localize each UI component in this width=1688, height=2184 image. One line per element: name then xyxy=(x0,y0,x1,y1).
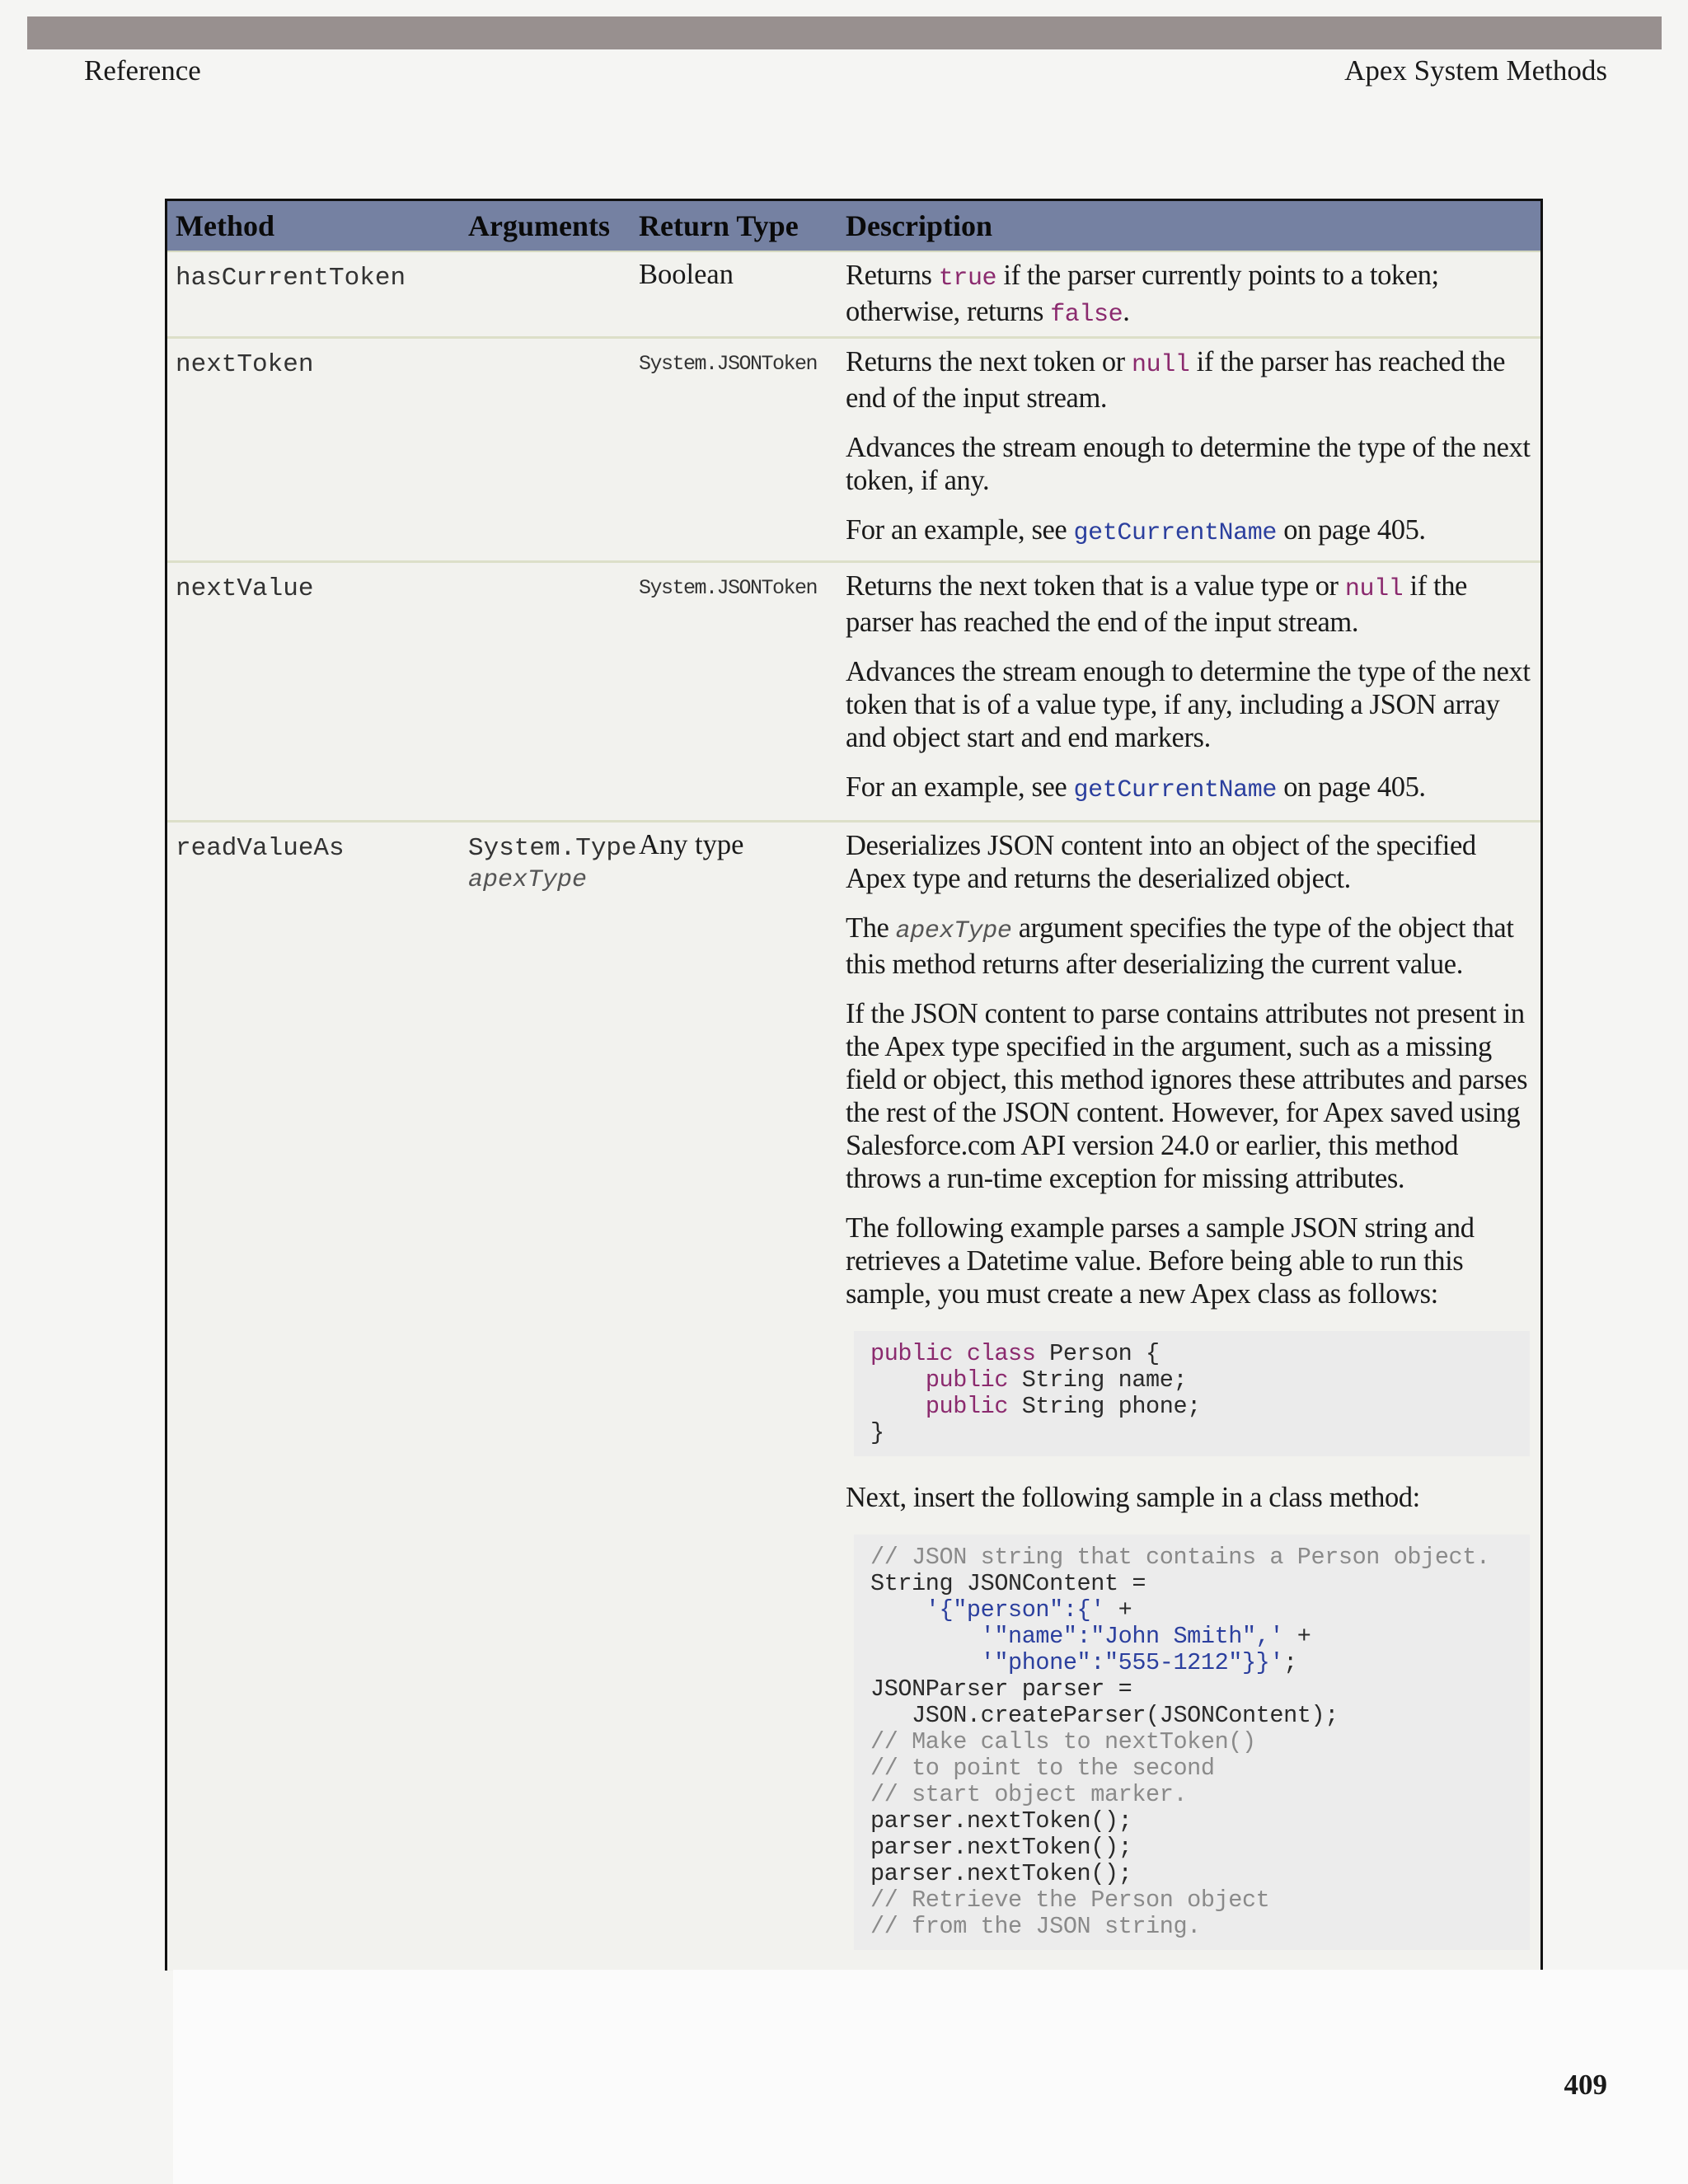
link-getcurrentname[interactable]: getCurrentName xyxy=(1073,519,1277,547)
table-row xyxy=(167,823,1540,1971)
page-bottom-area xyxy=(173,1970,1688,2184)
table-header xyxy=(167,201,1540,252)
link-getcurrentname[interactable]: getCurrentName xyxy=(1073,776,1277,804)
top-bar xyxy=(27,16,1662,49)
return-type: Boolean xyxy=(639,259,734,290)
description: Returns true if the parser currently points to a token; otherwise, returns false. xyxy=(846,260,1439,329)
method-name: nextValue xyxy=(176,574,314,603)
methods-table xyxy=(165,199,1543,1971)
col-return-type: Return Type xyxy=(639,209,799,242)
page-number: 409 xyxy=(1564,2069,1607,2101)
description: Returns the next token or null if the parser has reached the end of the input stream. Advances the stream enough to determine the type of the next token, if any. For an example, see getCurrentName on page 405. xyxy=(846,346,1531,547)
return-type: System.JSONToken xyxy=(639,576,818,600)
arg-name: apexType xyxy=(468,866,588,894)
return-type: Any type xyxy=(639,829,744,860)
code-block-person-class: public class Person { public String name; public String phone; } xyxy=(854,1331,1530,1456)
header-section: Reference xyxy=(84,54,201,87)
col-method: Method xyxy=(176,209,274,242)
col-arguments: Arguments xyxy=(468,209,610,242)
header-chapter: Apex System Methods xyxy=(1344,54,1607,87)
return-type: System.JSONToken xyxy=(639,352,818,376)
arguments xyxy=(468,834,637,894)
code-block-sample: // JSON string that contains a Person object. String JSONContent = '{"person":{' + '"name":"John Smith",' + '"phone":"555-1212"}}'; JSONParser parser = JSON.createParser(JSONContent); // Make calls to nextToken() // to point to the second // start object marker. parser.nextToken(); parser.nextToken(); parser.nextToken(); // Retrieve the Person object // from the JSON string. xyxy=(854,1535,1530,1950)
method-name: hasCurrentToken xyxy=(176,264,406,293)
table-row xyxy=(167,563,1540,823)
method-name: nextToken xyxy=(176,350,314,379)
description: Deserializes JSON content into an object of the specified Apex type and returns the deserialized object. The apexType argument specifies the type of the object that this method returns after deserializing the current value. If the JSON content to parse contains attributes not present in the Apex type specified in the argument, such as a missing field or object, this method ignores these attributes and parses the rest of the JSON content. However, for Apex saved using Salesforce.com API version 24.0 or earlier, this method throws a run-time exception for missing attributes. The following example parses a sample JSON string and retrieves a Datetime value. Before being able to run this sample, you must create a new Apex class as follows: public class Person { public String name; public String phone; } Next, insert the following sample in a class method: // JSON string that contains a Person object. String JSONContent = '{"person":{' + '"name":"John Smith",' + '"phone":"555-1212"}}'; JSONParser parser = JSON.createParser(JSONContent); // Make calls to nextToken() // to point to the second // start object marker. parser.nextToken(); parser.nextToken(); parser.nextToken(); // Retrieve the Person object // from the JSON string. xyxy=(846,829,1538,1971)
arg-type: System.Type xyxy=(468,834,637,863)
table-row xyxy=(167,252,1540,339)
col-description: Description xyxy=(846,209,992,242)
table-row xyxy=(167,339,1540,563)
method-name: readValueAs xyxy=(176,834,345,863)
description: Returns the next token that is a value type or null if the parser has reached the end of the input stream. Advances the stream enough to determine the type of the next token that is of a value type, if any, including a JSON array and object start and end markers. For an example, see getCurrentName on page 405. xyxy=(846,570,1531,804)
